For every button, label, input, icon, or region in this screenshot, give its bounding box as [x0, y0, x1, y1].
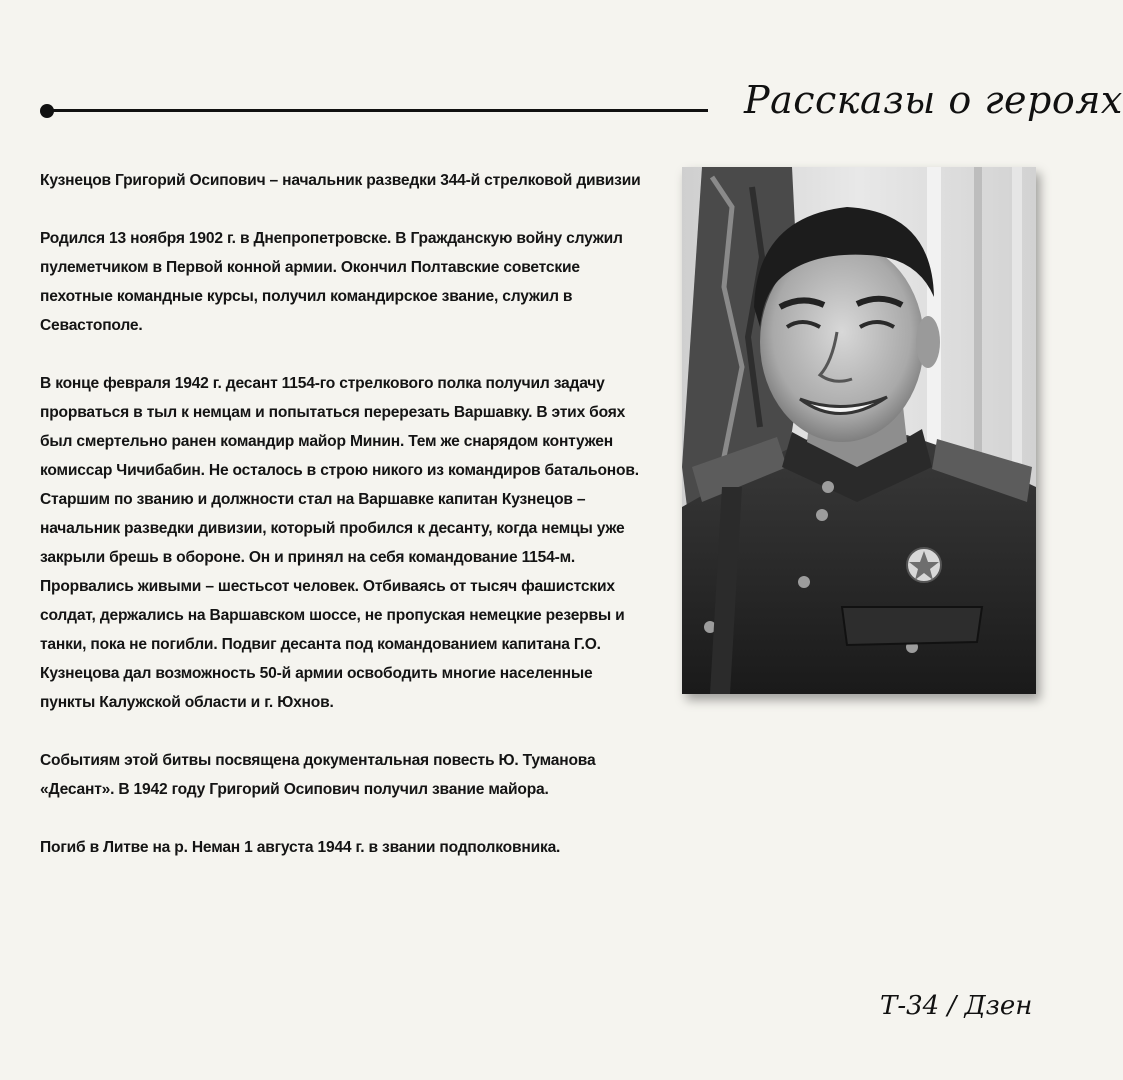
portrait-photo: [682, 167, 1036, 694]
portrait-illustration: [682, 167, 1036, 694]
article-heading: Кузнецов Григорий Осипович – начальник разведки 344-й стрелковой дивизии: [40, 172, 641, 189]
article-paragraph-death: Погиб в Литве на р. Неман 1 августа 1944 г. в звании подполковника.: [40, 839, 561, 856]
header-divider: [40, 104, 708, 118]
article-body: [40, 166, 644, 862]
series-title: Рассказы о героях: [744, 78, 1123, 122]
source-credit: Т-34 / Дзен: [880, 991, 1033, 1021]
article-paragraph-battle: В конце февраля 1942 г. десант 1154-го стрелкового полка получил задачу прорваться в тыл к немцам и попытаться перерезать Варшавку. В этих боях был смертельно ранен командир майор Минин. Тем же снарядом контужен комиссар Чичибабин. Не осталось в строю никого из командиров батальонов. Старшим по званию и должности стал на Варшавке капитан Кузнецов – начальник разведки дивизии, который пробился к десанту, когда немцы уже закрыли брешь в обороне. Он и принял на себя командование 1154-м. Прорвались живыми – шестьсот человек. Отбиваясь от тысяч фашистских солдат, держались на Варшавском шоссе, не пропуская немецкие резервы и танки, пока не погибли. Подвиг десанта под командованием капитана Г.О. Кузнецова дал возможность 50-й армии освободить многие населенные пункты Калужской области и г. Юхнов.: [40, 375, 639, 711]
article-paragraph-book: Событиям этой битвы посвящена документальная повесть Ю. Туманова «Десант». В 1942 году Григорий Осипович получил звание майора.: [40, 752, 596, 798]
article-paragraph-birth: Родился 13 ноября 1902 г. в Днепропетровске. В Гражданскую войну служил пулеметчиком в Первой конной армии. Окончил Полтавские советские пехотные командные курсы, получил командирское звание, служил в Севастополе.: [40, 230, 623, 334]
divider-rule: [48, 109, 708, 112]
